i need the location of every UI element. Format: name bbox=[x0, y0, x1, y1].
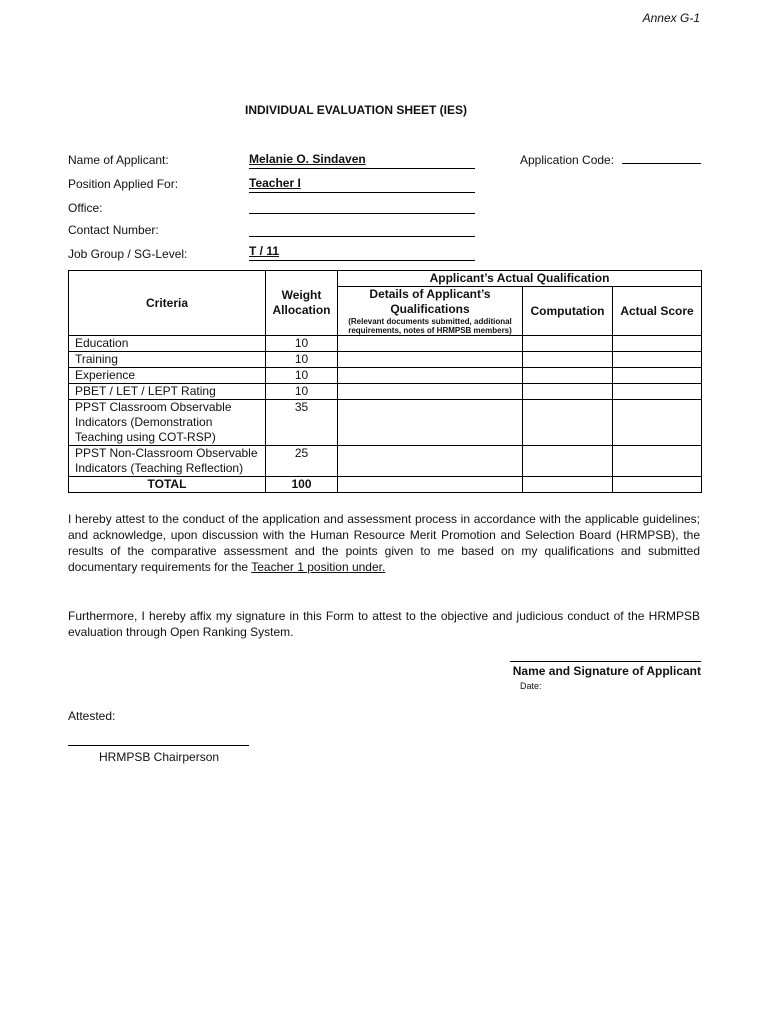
criteria-cell: Education bbox=[69, 336, 266, 352]
chairperson-signature-line[interactable] bbox=[68, 745, 249, 746]
attested-label: Attested: bbox=[68, 709, 116, 723]
applicant-signature-label: Name and Signature of Applicant bbox=[512, 664, 701, 678]
criteria-cell: Training bbox=[69, 352, 266, 368]
header-weight: Weight Allocation bbox=[266, 271, 338, 336]
header-details bbox=[338, 287, 523, 336]
date-label: Date: bbox=[520, 681, 542, 691]
computation-cell[interactable] bbox=[523, 477, 613, 493]
job-group-label: Job Group / SG-Level: bbox=[68, 247, 188, 261]
annex-label: Annex G-1 bbox=[642, 11, 700, 25]
contact-label: Contact Number: bbox=[68, 223, 159, 237]
page-title: INDIVIDUAL EVALUATION SHEET (IES) bbox=[244, 103, 467, 117]
details-cell[interactable] bbox=[338, 368, 523, 384]
application-code-label: Application Code: bbox=[520, 153, 615, 167]
application-code-field[interactable] bbox=[622, 163, 701, 164]
name-label: Name of Applicant: bbox=[68, 153, 169, 167]
attestation-text: I hereby attest to the conduct of the application and assessment process in accordance with the applicable guidelines; and acknowledge, upon discussion with the Human Resource Merit Promotion and Selection Board (HRMPSB), the results of the comparative assessment and the points given to me based on my qualifications and submitted documentary requirements for the bbox=[68, 512, 700, 574]
criteria-cell: Experience bbox=[69, 368, 266, 384]
contact-field[interactable] bbox=[249, 220, 475, 237]
office-field[interactable] bbox=[249, 197, 475, 214]
computation-cell[interactable] bbox=[523, 384, 613, 400]
criteria-cell: PBET / LET / LEPT Rating bbox=[69, 384, 266, 400]
score-cell[interactable] bbox=[613, 400, 702, 446]
chairperson-label: HRMPSB Chairperson bbox=[99, 750, 220, 764]
job-group-field[interactable]: T / 11 bbox=[249, 244, 475, 261]
details-cell[interactable] bbox=[338, 352, 523, 368]
details-cell[interactable] bbox=[338, 446, 523, 477]
header-score: Actual Score bbox=[613, 287, 702, 336]
details-cell[interactable] bbox=[338, 477, 523, 493]
header-details-note: (Relevant documents submitted, additional requirements, notes of HRMPSB members) bbox=[348, 317, 512, 335]
signature-paragraph: Furthermore, I hereby affix my signature in this Form to attest to the objective and judicious conduct of the HRMPSB evaluation through Open Ranking System. bbox=[68, 609, 700, 639]
details-cell[interactable] bbox=[338, 336, 523, 352]
criteria-cell: PPST Classroom Observable Indicators (Demonstration Teaching using COT-RSP) bbox=[69, 400, 266, 446]
score-cell[interactable] bbox=[613, 477, 702, 493]
criteria-cell: PPST Non-Classroom Observable Indicators (Teaching Reflection) bbox=[69, 446, 266, 477]
name-field[interactable]: Melanie O. Sindaven bbox=[249, 152, 475, 169]
weight-cell: 10 bbox=[266, 352, 338, 368]
table-row bbox=[69, 368, 702, 384]
attestation-underlined-text: Teacher 1 position under. bbox=[251, 560, 386, 574]
score-cell[interactable] bbox=[613, 446, 702, 477]
details-cell[interactable] bbox=[338, 400, 523, 446]
weight-cell: 25 bbox=[266, 446, 338, 477]
applicant-signature-line[interactable] bbox=[510, 661, 701, 662]
total-label: TOTAL bbox=[69, 477, 266, 493]
attestation-paragraph bbox=[68, 511, 700, 575]
evaluation-table bbox=[68, 270, 702, 493]
computation-cell[interactable] bbox=[523, 352, 613, 368]
weight-cell: 10 bbox=[266, 384, 338, 400]
score-cell[interactable] bbox=[613, 352, 702, 368]
table-row bbox=[69, 384, 702, 400]
computation-cell[interactable] bbox=[523, 400, 613, 446]
position-label: Position Applied For: bbox=[68, 177, 179, 191]
computation-cell[interactable] bbox=[523, 368, 613, 384]
weight-cell: 10 bbox=[266, 336, 338, 352]
computation-cell[interactable] bbox=[523, 446, 613, 477]
details-cell[interactable] bbox=[338, 384, 523, 400]
score-cell[interactable] bbox=[613, 368, 702, 384]
total-row bbox=[69, 477, 702, 493]
total-value: 100 bbox=[266, 477, 338, 493]
header-computation: Computation bbox=[523, 287, 613, 336]
weight-cell: 10 bbox=[266, 368, 338, 384]
office-label: Office: bbox=[68, 201, 103, 215]
weight-cell: 35 bbox=[266, 400, 338, 446]
header-actual-qualification: Applicant’s Actual Qualification bbox=[338, 271, 702, 287]
position-field[interactable]: Teacher I bbox=[249, 176, 475, 193]
score-cell[interactable] bbox=[613, 384, 702, 400]
table-row bbox=[69, 446, 702, 477]
score-cell[interactable] bbox=[613, 336, 702, 352]
header-criteria: Criteria bbox=[69, 271, 266, 336]
computation-cell[interactable] bbox=[523, 336, 613, 352]
table-row bbox=[69, 336, 702, 352]
table-row bbox=[69, 352, 702, 368]
table-row bbox=[69, 400, 702, 446]
header-details-title: Details of Applicant’s Qualifications bbox=[369, 287, 491, 316]
